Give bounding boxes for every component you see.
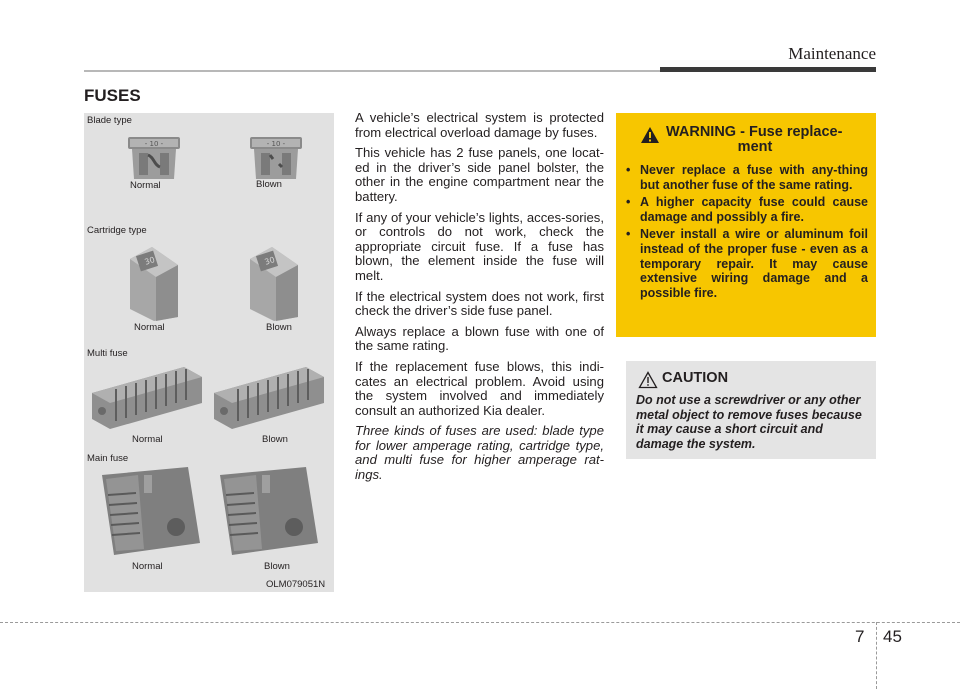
- header-rule-accent: [660, 67, 876, 72]
- cartridge-fuse-blown-image: [244, 243, 304, 323]
- warning-title-line1: WARNING - Fuse replace-: [666, 124, 843, 140]
- footer-rule: [0, 622, 960, 623]
- main-fuse-normal-image: [98, 465, 204, 557]
- paragraph: If any of your vehicle’s lights, acces-sories, or controls do not work, check the appropriate circuit fuse. If a fuse has blown, the element inside the fuse will melt.: [355, 209, 604, 283]
- caution-title: CAUTION: [662, 370, 729, 386]
- caution-triangle-icon: [638, 371, 658, 389]
- cartridge-blown-caption: Blown: [266, 322, 292, 333]
- warning-list: [626, 163, 868, 303]
- warning-box: [616, 113, 876, 337]
- paragraph: A vehicle’s electrical system is protected from electrical overload damage by fuses.: [355, 110, 604, 140]
- paragraph-italic: Three kinds of fuses are used: blade type for lower amperage rating, cartridge type, and multi fuse for higher amperage rat-ings.: [355, 423, 604, 483]
- warning-title-line2: ment: [737, 139, 773, 155]
- multi-normal-caption: Normal: [132, 434, 163, 445]
- multi-blown-caption: Blown: [262, 434, 288, 445]
- blade-normal-caption: Normal: [130, 180, 161, 191]
- cartridge-fuse-normal-image: [124, 243, 184, 323]
- paragraph: This vehicle has 2 fuse panels, one locat-ed in the driver’s side panel bolster, the other in the engine compartment near the battery.: [355, 145, 604, 204]
- svg-text:- 10 -: - 10 -: [266, 140, 286, 148]
- page-number: 45: [883, 627, 902, 646]
- chapter-number: 7: [855, 627, 865, 646]
- multi-fuse-blown-image: [210, 363, 328, 433]
- svg-text:- 10 -: - 10 -: [144, 140, 164, 148]
- header-title: Maintenance: [788, 44, 876, 63]
- warning-item: • Never install a wire or aluminum foil instead of the proper fuse - even as a temporary repair. It may cause extensive wiring damage and a possible fire.: [626, 227, 868, 300]
- paragraph: If the replacement fuse blows, this indi-cates an electrical problem. Avoid using the system involved and immediately consult an authorized Kia dealer.: [355, 358, 604, 418]
- main-fuse-label: Main fuse: [87, 453, 129, 464]
- svg-text:30: 30: [263, 255, 276, 267]
- blade-fuse-normal-image: [124, 135, 184, 181]
- footer-divider: [876, 622, 877, 689]
- paragraph: If the electrical system does not work, first check the driver’s side fuse panel.: [355, 288, 604, 319]
- fuse-figure: [84, 113, 334, 592]
- main-normal-caption: Normal: [132, 561, 163, 572]
- cartridge-normal-caption: Normal: [134, 322, 165, 333]
- caution-text: Do not use a screwdriver or any other metal object to remove fuses because it may cause a short circuit and damage the system.: [636, 393, 862, 451]
- caution-box: [626, 361, 876, 459]
- main-fuse-blown-image: [216, 465, 322, 557]
- cartridge-type-label: Cartridge type: [87, 225, 147, 236]
- warning-item: • Never replace a fuse with any-thing but another fuse of the same rating.: [626, 163, 868, 192]
- blade-fuse-blown-image: [246, 135, 306, 181]
- blade-type-label: Blade type: [87, 115, 132, 126]
- section-title: FUSES: [84, 86, 141, 105]
- blade-blown-caption: Blown: [256, 179, 282, 190]
- multi-fuse-normal-image: [88, 363, 206, 433]
- body-text: [355, 111, 604, 489]
- figure-code: OLM079051N: [266, 579, 326, 590]
- svg-text:30: 30: [143, 255, 156, 267]
- paragraph: Always replace a blown fuse with one of the same rating.: [355, 323, 604, 354]
- warning-item: • A higher capacity fuse could cause damage and possibly a fire.: [626, 195, 868, 224]
- main-blown-caption: Blown: [264, 561, 290, 572]
- multi-fuse-label: Multi fuse: [87, 348, 128, 359]
